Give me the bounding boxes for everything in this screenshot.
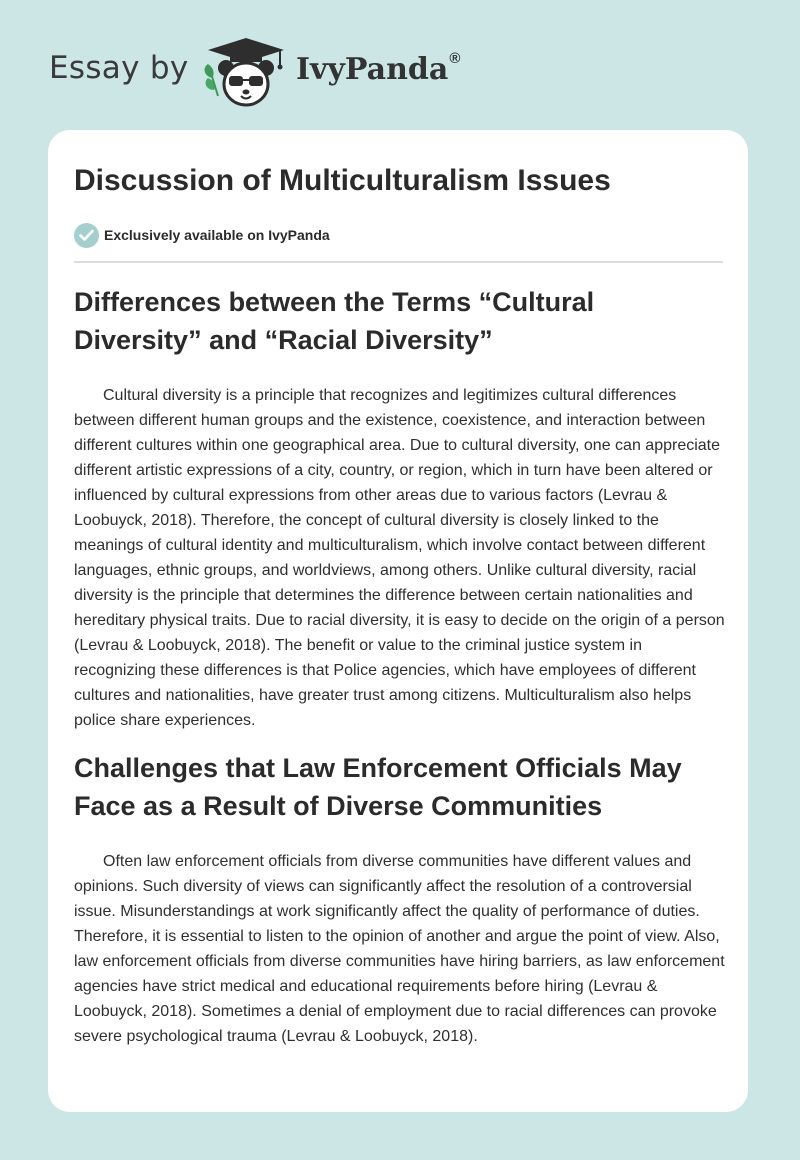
site-header: [0, 0, 800, 128]
brand-name[interactable]: IvyPanda®: [296, 50, 461, 87]
title-divider: [74, 261, 723, 263]
section-heading-challenges: Challenges that Law Enforcement Officials May Face as a Result of Diverse Communities: [74, 753, 682, 821]
check-circle-icon: [74, 223, 99, 248]
essay-title: Discussion of Multiculturalism Issues: [74, 164, 611, 197]
panda-graduate-icon[interactable]: [200, 36, 292, 110]
section-body-challenges: Often law enforcement officials from diverse communities have different values and opinions. Such diversity of views can significantly affect the resolution of a controversial issue. Misunderstandings at work significantly affect the quality of performance of duties. Therefore, it is essential to listen to the opinion of another and argue the point of view. Also, law enforcement officials from diverse communities have hiring barriers, as law enforcement agencies have strict medical and educational requirements before hiring (Levrau & Loobuyck, 2018). Sometimes a denial of employment due to racial differences can provoke severe psychological trauma (Levrau & Loobuyck, 2018).: [74, 853, 725, 1045]
section-heading-differences: Differences between the Terms “Cultural Diversity” and “Racial Diversity”: [74, 287, 595, 355]
section-body-differences: Cultural diversity is a principle that recognizes and legitimizes cultural differences between different human groups and the existence, coexistence, and interaction between different cultures within one geographical area. Due to cultural diversity, one can appreciate different artistic expressions of a city, country, or region, which in turn have been altered or influenced by cultural expressions from other areas due to various factors (Levrau & Loobuyck, 2018). Therefore, the concept of cultural diversity is closely linked to the meanings of cultural identity and multiculturalism, which involve contact between different languages, ethnic groups, and worldviews, among others. Unlike cultural diversity, racial diversity is the principle that determines the difference between certain nationalities and hereditary physical traits. Due to racial diversity, it is easy to decide on the origin of a person (Levrau & Loobuyck, 2018). The benefit or value to the criminal justice system in recognizing these differences is that Police agencies, which have employees of different cultures and nationalities, have greater trust among citizens. Multiculturalism also helps police share experiences.: [74, 387, 725, 729]
essay-card: [48, 130, 748, 1112]
exclusive-badge-text: Exclusively available on IvyPanda: [104, 227, 330, 243]
registered-mark: ®: [449, 50, 461, 67]
brand-prefix: Essay by: [49, 50, 189, 86]
exclusive-badge: [74, 222, 330, 248]
